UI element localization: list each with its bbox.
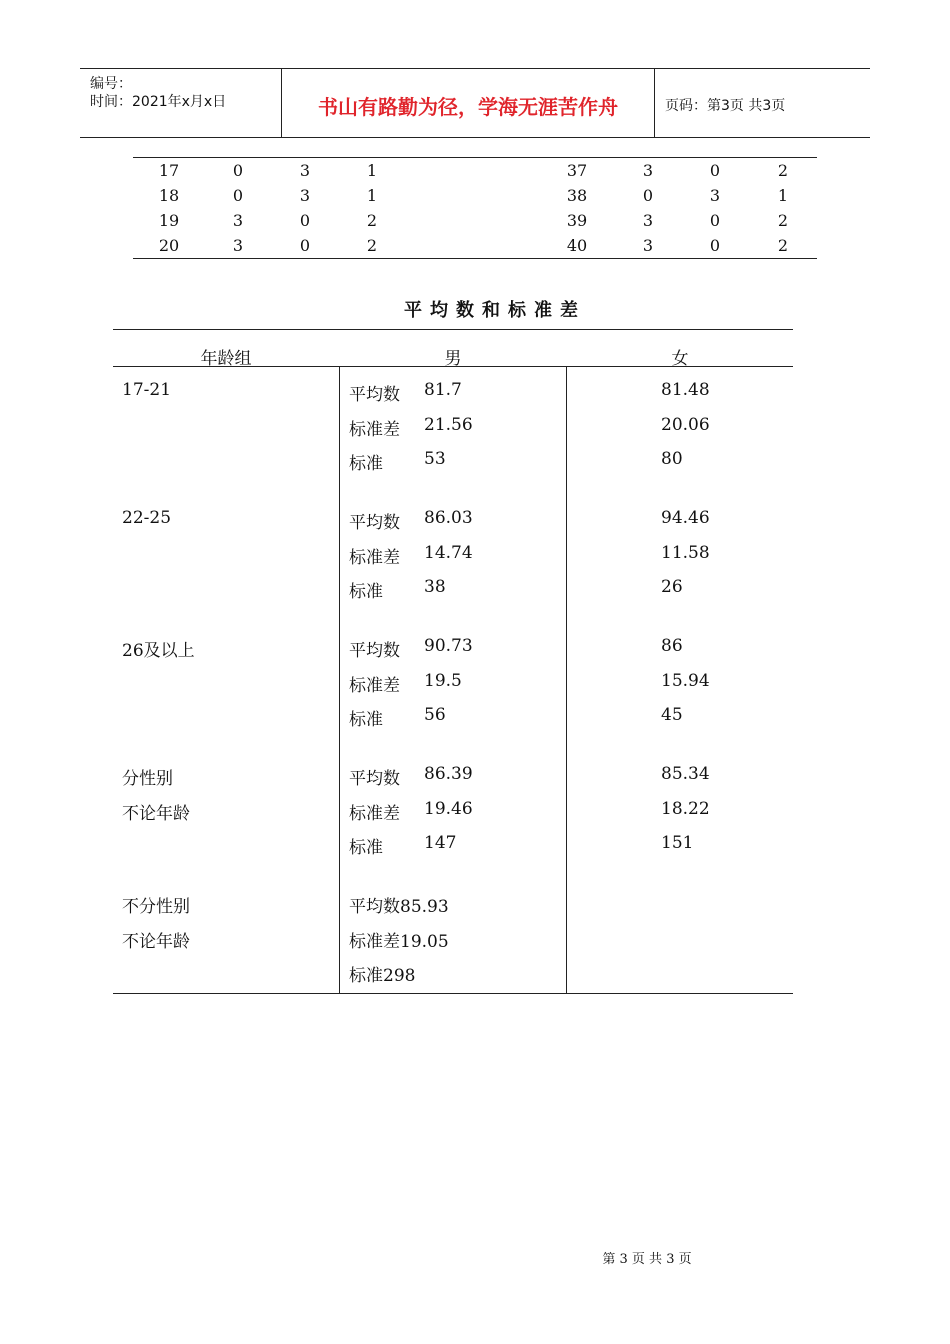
male-stat-name: 标准: [349, 454, 383, 474]
table-cell: 3: [299, 161, 311, 180]
male-stat-value: 81.7: [424, 380, 462, 400]
column-header-age-group: 年龄组: [200, 349, 252, 369]
age-group-label: 不论年龄: [122, 803, 190, 824]
overall-group-label: 不分性别: [122, 897, 190, 917]
male-stat-value: 21.56: [424, 414, 473, 435]
table-cell: 2: [777, 236, 789, 255]
table-cell: 19: [158, 211, 180, 230]
table-cell: 0: [299, 236, 311, 255]
column-divider: [339, 367, 340, 993]
table-cell: 3: [299, 186, 311, 205]
table-cell: 17: [158, 161, 180, 180]
table-cell: 18: [158, 186, 180, 205]
table-cell: 3: [642, 161, 654, 180]
table-cell: 3: [709, 186, 721, 205]
header-motto: 书山有路勤为径，学海无涯苦作舟: [318, 95, 618, 119]
male-stat-name: 标准差: [349, 547, 400, 568]
male-stat-value: 53: [424, 449, 446, 469]
male-stat-name: 平均数: [349, 769, 400, 789]
female-stat-value: 80: [661, 449, 683, 469]
table-cell: 0: [642, 186, 654, 205]
page-footer: 第 3 页 共 3 页: [602, 1252, 692, 1267]
table-cell: 3: [642, 236, 654, 255]
male-stat-name: 平均数: [349, 513, 400, 533]
table-title: 平均数和标准差: [404, 300, 586, 321]
male-stat-value: 86.39: [424, 764, 473, 784]
table-cell: 3: [642, 211, 654, 230]
female-stat-value: 11.58: [661, 542, 710, 563]
table-cell: 20: [158, 236, 180, 255]
table-cell: 3: [232, 211, 244, 230]
male-stat-value: 147: [424, 833, 457, 853]
table-cell: 0: [709, 236, 721, 255]
table-cell: 38: [566, 186, 588, 205]
male-stat-value: 14.74: [424, 542, 473, 563]
table-row: [133, 208, 817, 233]
age-group-label: 26及以上: [122, 641, 195, 661]
male-stat-value: 19.46: [424, 798, 473, 819]
table-cell: 3: [232, 236, 244, 255]
male-stat-name: 标准差: [349, 803, 400, 824]
table-row: [133, 233, 817, 258]
age-group-label: 分性别: [122, 769, 173, 789]
male-stat-value: 90.73: [424, 636, 473, 656]
table-cell: 39: [566, 211, 588, 230]
female-stat-value: 151: [661, 833, 694, 853]
male-stat-name: 标准差: [349, 675, 400, 696]
male-stat-name: 平均数: [349, 385, 400, 405]
female-stat-value: 26: [661, 577, 683, 597]
overall-stat-line: 平均数85.93: [349, 897, 449, 917]
female-stat-value: 15.94: [661, 670, 710, 691]
table-cell: 0: [232, 161, 244, 180]
table-cell: 0: [709, 161, 721, 180]
table-cell: 2: [366, 236, 378, 255]
female-stat-value: 94.46: [661, 508, 710, 528]
table-cell: 0: [299, 211, 311, 230]
age-group-label: 17-21: [122, 380, 172, 400]
header-page-cell: [655, 69, 870, 137]
male-stat-name: 标准: [349, 710, 383, 730]
table-row: [133, 183, 817, 208]
male-stat-name: 标准: [349, 582, 383, 602]
document-time-label: 时间：2021年x月x日: [90, 94, 227, 110]
overall-group-label: 不论年龄: [122, 931, 190, 952]
column-divider: [566, 367, 567, 993]
male-stat-value: 86.03: [424, 508, 473, 528]
male-stat-value: 56: [424, 705, 446, 725]
document-number-label: 编号：: [90, 76, 132, 92]
table-cell: 1: [366, 161, 378, 180]
table-cell: 2: [366, 211, 378, 230]
overall-stat-line: 标准298: [349, 966, 416, 986]
overall-stat-line: 标准差19.05: [349, 931, 449, 952]
male-stat-value: 19.5: [424, 670, 462, 691]
table-cell: 0: [709, 211, 721, 230]
male-stat-name: 平均数: [349, 641, 400, 661]
header-meta-cell: [80, 69, 282, 137]
table-cell: 40: [566, 236, 588, 255]
male-stat-value: 38: [424, 577, 446, 597]
table-row: [133, 158, 817, 183]
female-stat-value: 85.34: [661, 764, 710, 784]
header-page-info: 页码：第3页 共3页: [665, 98, 786, 114]
female-stat-value: 18.22: [661, 798, 710, 819]
male-stat-name: 标准差: [349, 419, 400, 440]
table-cell: 0: [232, 186, 244, 205]
female-stat-value: 81.48: [661, 380, 710, 400]
column-header-male: 男: [444, 349, 462, 369]
table-cell: 2: [777, 161, 789, 180]
age-group-label: 22-25: [122, 508, 172, 528]
male-stat-name: 标准: [349, 838, 383, 858]
header-motto-cell: [282, 69, 655, 137]
table-cell: 1: [777, 186, 789, 205]
continued-data-table: [133, 157, 817, 259]
female-stat-value: 20.06: [661, 414, 710, 435]
table-cell: 37: [566, 161, 588, 180]
column-header-female: 女: [671, 349, 689, 369]
stats-table: [113, 329, 793, 994]
document-header: [80, 68, 870, 138]
stats-table-header-row: [113, 330, 793, 367]
female-stat-value: 86: [661, 636, 683, 656]
table-cell: 1: [366, 186, 378, 205]
female-stat-value: 45: [661, 705, 683, 725]
table-cell: 2: [777, 211, 789, 230]
